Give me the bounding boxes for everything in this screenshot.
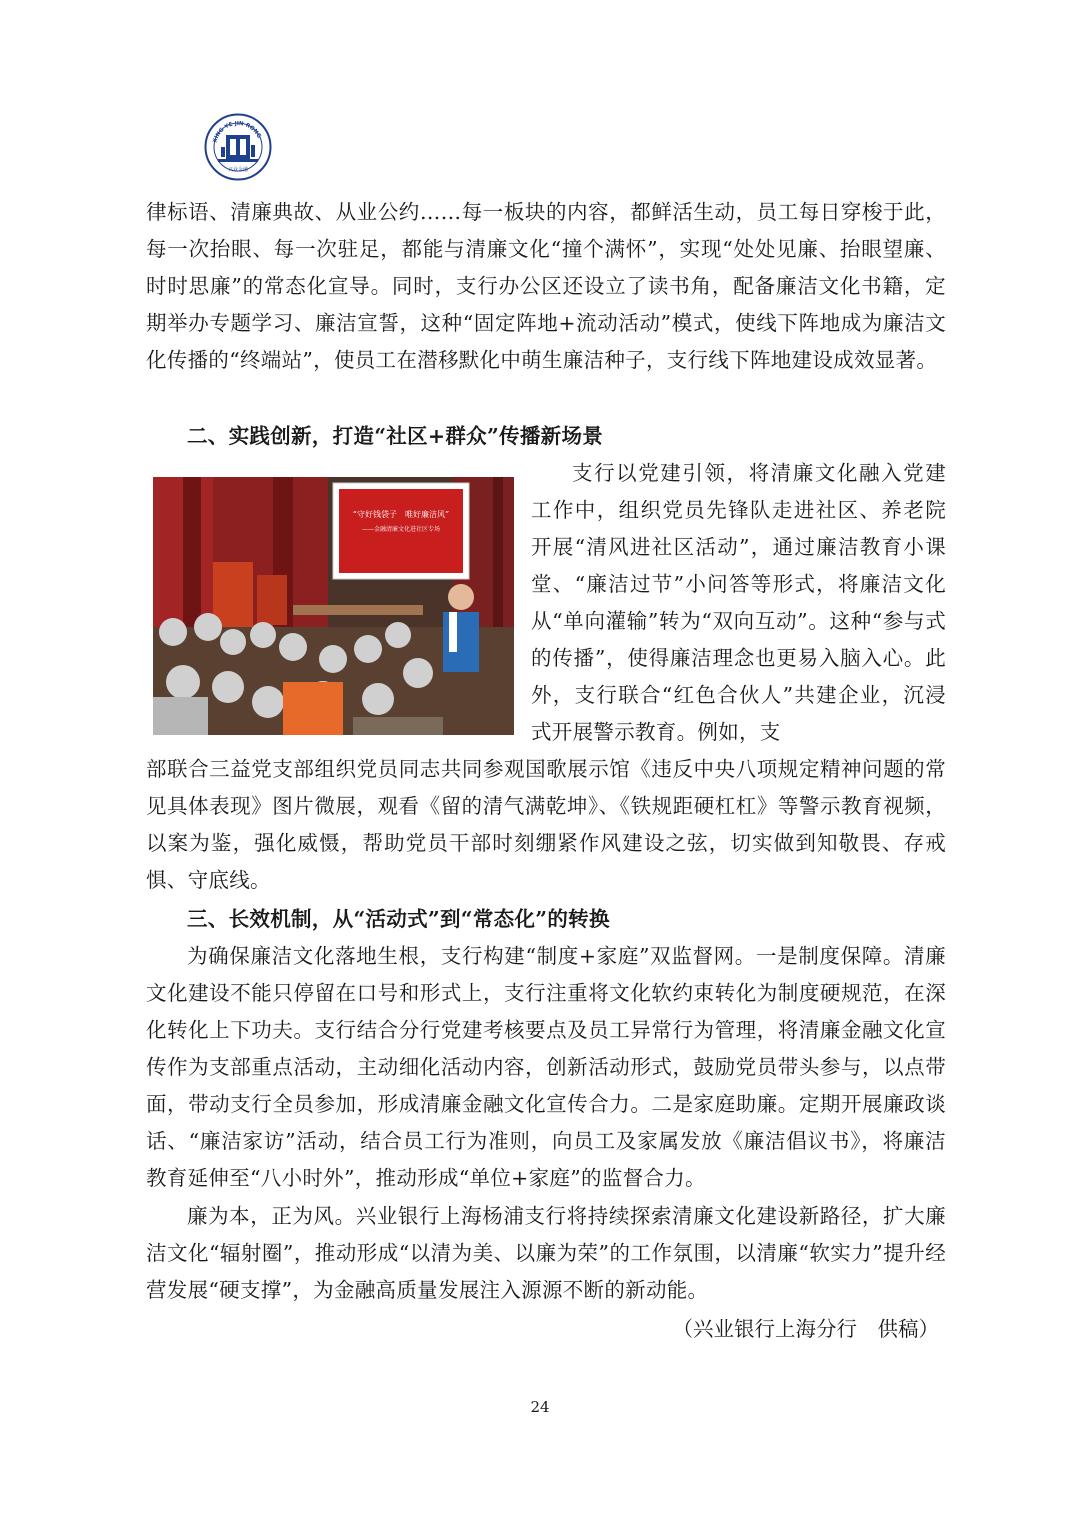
logo-bottom-text: 兴业金融 (227, 167, 249, 173)
logo-ring-text: XING YE JIN RONG (212, 120, 262, 144)
section-heading-2: 二、实践创新，打造“社区+群众”传播新场景 (187, 424, 604, 448)
paragraph-4: 廉为本，正为风。兴业银行上海杨浦支行将持续探索清廉文化建设新路径，扩大廉洁文化“辐射圈”，推动形成“以清为美、以廉为荣”的工作氛围，以清廉“软实力”提升经营发展“硬支撑”，为金融高质量发展注入源源不断的新动能。 (146, 1204, 946, 1302)
screen-title: “守好钱袋子 唯好廉洁风” (352, 510, 450, 519)
community-event-photo (153, 477, 514, 735)
source-credit: （兴业银行上海分行 供稿） (672, 1317, 939, 1341)
paragraph-2-continued: 部联合三益党支部组织党员同志共同参观国歌展示馆《违反中央八项规定精神问题的常见具体表现》图片微展，观看《留的清气满乾坤》、《铁规距硬杠杠》等警示教育视频，以案为鉴，强化威慑，帮助党员干部时刻绷紧作风建设之弦，切实做到知敬畏、存戒惧、守底线。 (146, 757, 946, 892)
paragraph-2-wrap: 支行以党建引领，将清廉文化融入党建工作中，组织党员先锋队走进社区、养老院开展“清风进社区活动”，通过廉洁教育小课堂、“廉洁过节”小问答等形式，将廉洁文化从“单向灌输”转为“双向互动”。这种“参与式的传播”，使得廉洁理念也更易入脑入心。此外，支行联合“红色合伙人”共建企业，沉浸式开展警示教育。例如，支 (531, 461, 946, 744)
paragraph-3: 为确保廉洁文化落地生根，支行构建“制度+家庭”双监督网。一是制度保障。清廉文化建设不能只停留在口号和形式上，支行注重将文化软约束转化为制度硬规范，在深化转化上下功夫。支行结合分行党建考核要点及员工异常行为管理，将清廉金融文化宣传作为支部重点活动，主动细化活动内容，创新活动形式，鼓励党员带头参与，以点带面，带动支行全员参加，形成清廉金融文化宣传合力。二是家庭助廉。定期开展廉政谈话、“廉洁家访”活动，结合员工行为准则，向员工及家属发放《廉洁倡议书》，将廉洁教育延伸至“八小时外”，推动形成“单位+家庭”的监督合力。 (146, 944, 946, 1190)
section-heading-3: 三、长效机制，从“活动式”到“常态化”的转换 (187, 907, 610, 931)
paragraph-1: 律标语、清廉典故、从业公约……每一板块的内容，都鲜活生动，员工每日穿梭于此，每一次抬眼、每一次驻足，都能与清廉文化“撞个满怀”，实现“处处见廉、抬眼望廉、时时思廉”的常态化宣导。同时，支行办公区还设立了读书角，配备廉洁文化书籍，定期举办专题学习、廉洁宣誓，这种“固定阵地+流动活动”模式，使线下阵地成为廉洁文化传播的“终端站”，使员工在潜移默化中萌生廉洁种子，支行线下阵地建设成效显著。 (146, 200, 946, 372)
company-logo (204, 113, 272, 181)
screen-subtitle: ——金融清廉文化进社区专场 (361, 526, 441, 533)
page-number: 24 (530, 1398, 550, 1416)
